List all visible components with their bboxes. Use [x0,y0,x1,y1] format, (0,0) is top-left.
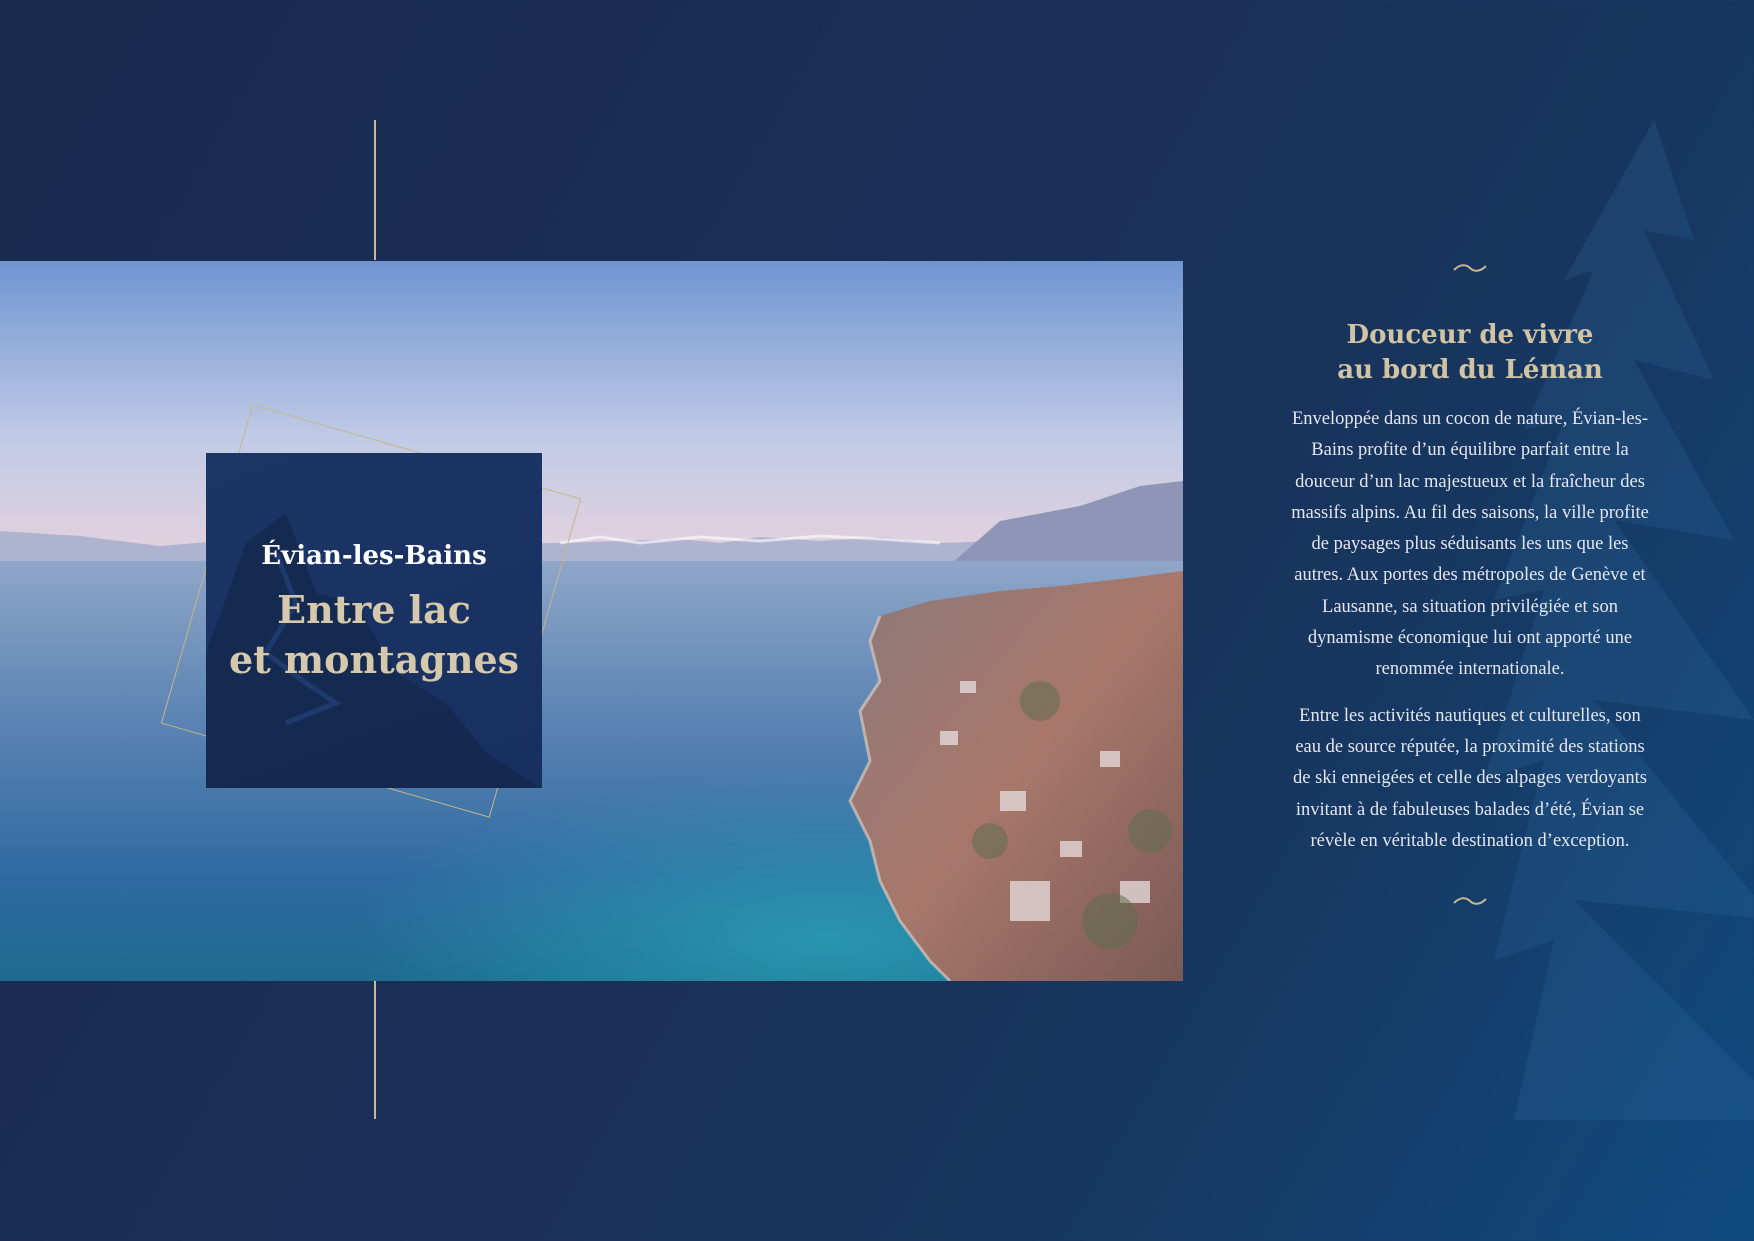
side-title [1290,318,1650,388]
side-title-line1: Douceur de vivre [1346,320,1594,350]
card-title-line1: Entre lac [277,587,471,632]
side-text-column [1290,262,1650,907]
card-title [206,585,542,685]
flourish-ornament-icon [1452,895,1488,907]
decorative-vertical-line-bottom [374,981,376,1119]
card-city: Évian-les-Bains [261,541,487,571]
aerial-lake-photo [0,261,1183,981]
side-title-line2: au bord du Léman [1337,355,1603,385]
title-card [206,453,542,788]
side-paragraph-2: Entre les activités nautiques et culturelles, son eau de source réputée, la proximité des stations de ski enneigées et celle des alpages verdoyants invitant à de fabuleuses balades d’été, Évian se révèle en véritable destination d’exception. [1293,705,1647,851]
decorative-vertical-line-top [374,120,376,260]
card-title-line2: et montagnes [228,637,520,682]
flourish-ornament-icon [1452,262,1488,274]
side-paragraph-1: Enveloppée dans un cocon de nature, Évian-les-Bains profite d’un équilibre parfait entre la douceur d’un lac majestueux et la fraîcheur des massifs alpins. Au fil des saisons, la ville profite de paysages plus séduisants les uns que les autres. Aux portes des métropoles de Genève et Lausanne, sa situation privilégiée et son dynamisme économique lui ont apporté une renommée internationale. [1291,409,1649,680]
